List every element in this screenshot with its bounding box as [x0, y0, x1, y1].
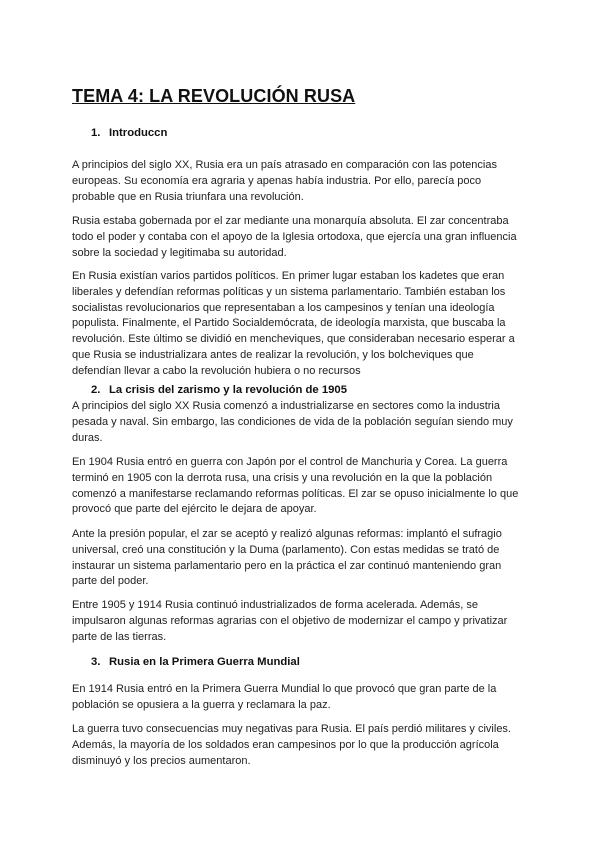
- section-heading-text: La crisis del zarismo y la revolución de 1905: [109, 384, 347, 396]
- paragraph-line: duras.: [72, 431, 103, 444]
- section-number: 2.: [91, 384, 101, 396]
- paragraph: [72, 527, 542, 590]
- paragraph-line: parte del poder.: [72, 575, 149, 588]
- paragraph: [72, 214, 542, 261]
- paragraph-line: disminuyó y los precios aumentaron.: [72, 754, 251, 767]
- paragraph-line: Entre 1905 y 1914 Rusia continuó industrializados de forma acelerada. Además, se: [72, 599, 479, 611]
- paragraph-line: defendían llevar a cabo la revolución hubiera o no recursos: [72, 364, 361, 377]
- paragraph-line: terminó en 1905 con la derrota rusa, una crisis y una revolución en la que la población: [72, 471, 493, 484]
- paragraph-line: A principios del siglo XX Rusia comenzó a industrializarse en sectores como la industria: [72, 400, 500, 412]
- section-heading-text: Introduccn: [109, 127, 168, 139]
- paragraph-line: En 1914 Rusia entró en la Primera Guerra Mundial lo que provocó que gran parte de la: [72, 683, 497, 695]
- paragraph-line: impulsaron algunas reformas agrarias con el objetivo de modernizar el campo y privatizar: [72, 614, 508, 627]
- paragraph: [72, 455, 542, 518]
- paragraph-line: La guerra tuvo consecuencias muy negativas para Rusia. El país perdió militares y civiles.: [72, 723, 511, 735]
- paragraph-line: En Rusia existían varios partidos políticos. En primer lugar estaban los kadetes que eran: [72, 270, 505, 282]
- paragraph-line: probable que en Rusia triunfara una revolución.: [72, 190, 304, 203]
- paragraph-line: populista. Finalmente, el Partido Socialdemócrata, de ideología marxista, que buscaba la: [72, 317, 506, 330]
- section-heading-crisis-zarismo: [72, 384, 347, 396]
- section-heading-text: Rusia en la Primera Guerra Mundial: [109, 656, 300, 668]
- paragraph-line: comenzó a manifestarse reclamando reformas políticas. El zar se opuso inicialmente lo que: [72, 487, 519, 500]
- paragraph: [72, 682, 542, 714]
- paragraph: [72, 399, 542, 446]
- paragraph-line: A principios del siglo XX, Rusia era un país atrasado en comparación con las potencias: [72, 159, 497, 171]
- paragraph: [72, 158, 542, 205]
- paragraph-line: En 1904 Rusia entró en guerra con Japón por el control de Manchuria y Corea. La guerra: [72, 456, 508, 468]
- paragraph-line: sobre la sociedad y legitimaba su autoridad.: [72, 246, 287, 259]
- paragraph-line: que Rusia se industrializara antes de realizar la revolución, y los bolcheviques que: [72, 348, 474, 361]
- paragraph: [72, 598, 542, 645]
- paragraph-line: provocó que parte del ejército le dejara de apoyar.: [72, 503, 317, 516]
- paragraph-line: universal, creó una constitución y la Duma (parlamento). Con estas medidas se trató de: [72, 543, 500, 556]
- section-heading-primera-guerra: [72, 656, 300, 668]
- paragraph-line: socialistas revolucionarios que representaban a los campesinos y tenían una ideología: [72, 301, 495, 314]
- paragraph-line: pesada y naval. Sin embargo, las condiciones de vida de la población seguían siendo muy: [72, 415, 513, 428]
- paragraph-line: población se opusiera a la guerra y reclamara la paz.: [72, 698, 331, 711]
- paragraph-line: Rusia estaba gobernada por el zar mediante una monarquía absoluta. El zar concentraba: [72, 215, 509, 227]
- paragraph-line: parte de las tierras.: [72, 630, 167, 643]
- paragraph-line: europeas. Su economía era agraria y apenas había industria. Por ello, parecía poco: [72, 174, 482, 187]
- paragraph-line: revolución. Este último se dividió en mencheviques, que consideraban necesario esperar a: [72, 333, 515, 346]
- paragraph-line: liberales y defendían reformas políticas y un sistema parlamentario. También estaban los: [72, 285, 506, 298]
- paragraph: [72, 269, 542, 380]
- page-title: TEMA 4: LA REVOLUCIÓN RUSA: [72, 86, 356, 106]
- section-number: 1.: [91, 127, 101, 139]
- paragraph-line: Ante la presión popular, el zar se aceptó y realizó algunas reformas: implantó el sufragio: [72, 528, 502, 540]
- paragraph-line: todo el poder y contaba con el apoyo de la Iglesia ortodoxa, que ejercía una gran influencia: [72, 230, 517, 243]
- paragraph-line: Además, la mayoría de los soldados eran campesinos por lo que la producción agrícola: [72, 738, 499, 751]
- section-number: 3.: [91, 656, 101, 668]
- section-heading-introduccion: [72, 127, 167, 139]
- paragraph: [72, 722, 542, 769]
- paragraph-line: instaurar un sistema parlamentario pero en la práctica el zar continuó manteniendo gran: [72, 559, 502, 572]
